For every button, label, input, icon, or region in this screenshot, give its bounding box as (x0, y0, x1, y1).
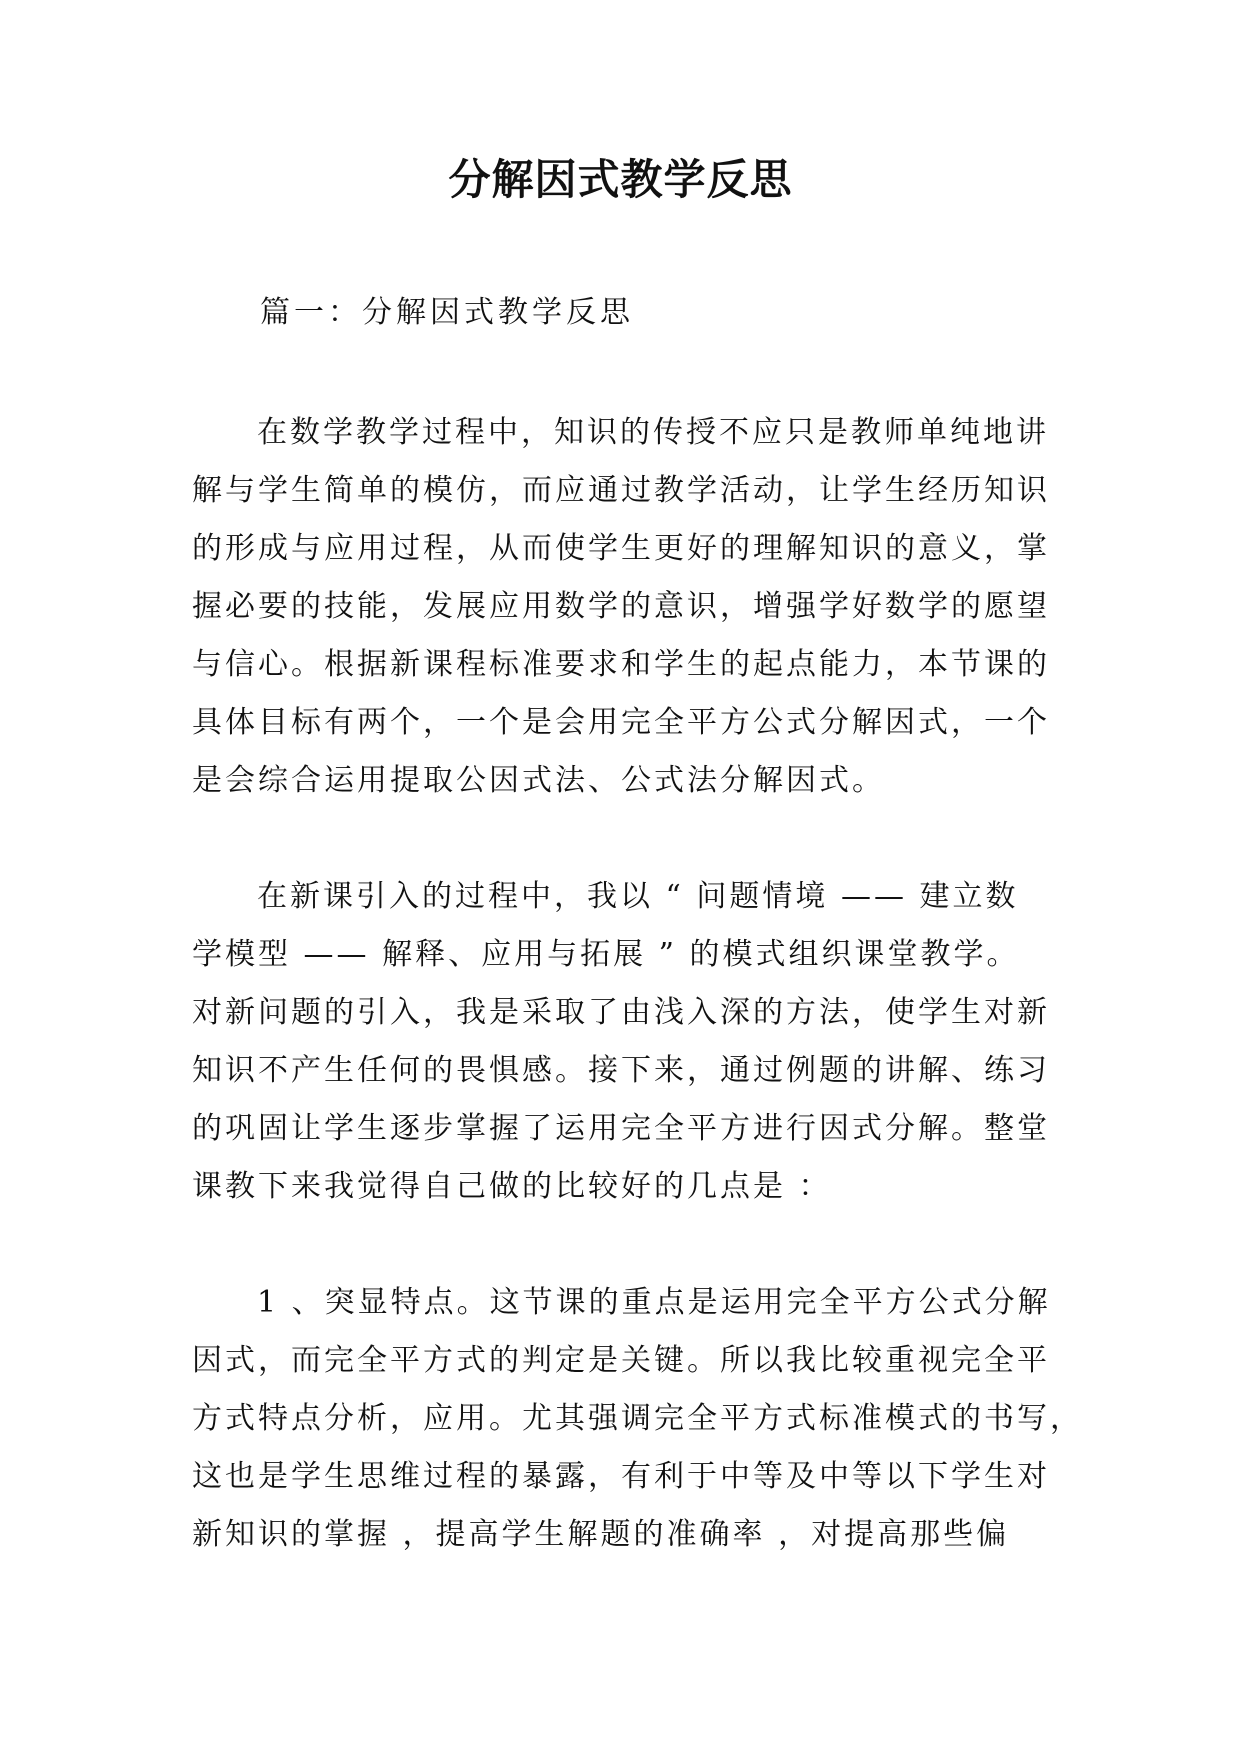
paragraph-line: 具体目标有两个，一个是会用完全平方公式分解因式，一个 (192, 705, 1050, 740)
paragraph-line: 新知识的掌握 ，提高学生解题的准确率 ，对提高那些偏 (192, 1517, 1010, 1552)
paragraph-line: 的巩固让学生逐步掌握了运用完全平方进行因式分解。整堂 (192, 1111, 1050, 1146)
paragraph-line: 学模型 —— 解释、应用与拓展 ” 的模式组织课堂教学。 (192, 937, 1020, 972)
document-subtitle: 篇一：分解因式教学反思 (260, 295, 634, 330)
paragraph-line: 的形成与应用过程，从而使学生更好的理解知识的意义，掌 (192, 531, 1050, 566)
paragraph-3 (192, 1274, 1083, 1564)
paragraph-line: 解与学生简单的模仿，而应通过教学活动，让学生经历知识 (192, 473, 1050, 508)
paragraph-line: 方式特点分析，应用。尤其强调完全平方式标准模式的书写， (192, 1401, 1083, 1436)
paragraph-line: 是会综合运用提取公因式法、公式法分解因式。 (192, 763, 885, 798)
paragraph-line: 与信心。根据新课程标准要求和学生的起点能力，本节课的 (192, 647, 1050, 682)
document-title: 分解因式教学反思 (448, 155, 793, 204)
paragraph-line: 握必要的技能，发展应用数学的意识，增强学好数学的愿望 (192, 589, 1050, 624)
paragraph-line: 在数学教学过程中，知识的传授不应只是教师单纯地讲 (257, 415, 1049, 450)
paragraph-line: 这也是学生思维过程的暴露，有利于中等及中等以下学生对 (192, 1459, 1050, 1494)
paragraph-line: 1 、突显特点。这节课的重点是运用完全平方公式分解 (257, 1285, 1051, 1320)
paragraph-line: 知识不产生任何的畏惧感。接下来，通过例题的讲解、练习 (192, 1053, 1050, 1088)
paragraph-line: 课教下来我觉得自己做的比较好的几点是 ： (192, 1169, 832, 1204)
paragraph-1 (192, 404, 1052, 810)
paragraph-line: 因式，而完全平方式的判定是关键。所以我比较重视完全平 (192, 1343, 1050, 1378)
paragraph-line: 对新问题的引入，我是采取了由浅入深的方法，使学生对新 (192, 995, 1050, 1030)
paragraph-2 (192, 868, 1052, 1216)
paragraph-line: 在新课引入的过程中，我以 “ 问题情境 —— 建立数 (257, 879, 1019, 914)
